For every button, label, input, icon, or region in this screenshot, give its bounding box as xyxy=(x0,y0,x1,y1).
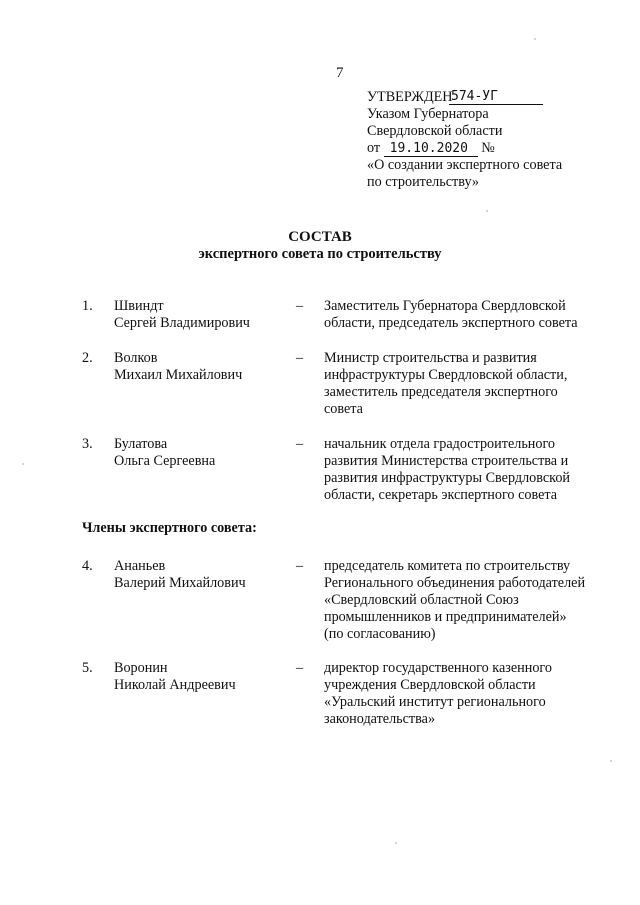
member-surname: Волков xyxy=(114,350,158,366)
position-line: Министр строительства и развития xyxy=(324,350,537,366)
scan-speck xyxy=(22,463,24,465)
approval-subject: по строительству» xyxy=(367,174,479,190)
position-line: учреждения Свердловской области xyxy=(324,677,536,693)
position-line: заместитель председателя экспертного xyxy=(324,384,558,400)
dash-separator: – xyxy=(296,350,304,366)
member-given-name: Валерий Михайлович xyxy=(114,575,246,591)
approval-line: Свердловской области xyxy=(367,123,503,139)
dash-separator: – xyxy=(296,660,304,676)
position-line: развития Министерства строительства и xyxy=(324,453,569,469)
member-position xyxy=(324,558,614,643)
position-line: начальник отдела градостроительного xyxy=(324,436,556,452)
approval-block xyxy=(367,89,627,191)
approval-subject: «О создании экспертного совета xyxy=(367,157,563,173)
position-line: председатель комитета по строительству xyxy=(324,558,571,574)
member-surname: Ананьев xyxy=(114,558,166,574)
position-line: директор государственного казенного xyxy=(324,660,552,676)
member-number: 4. xyxy=(82,558,93,574)
position-line: «Свердловский областной Союз xyxy=(324,592,519,608)
decree-number: 574-УГ xyxy=(449,89,543,105)
members-heading: Члены экспертного совета: xyxy=(82,520,257,536)
decree-date: 19.10.2020 xyxy=(384,141,478,157)
position-line: Регионального объединения работодателей xyxy=(324,575,586,591)
number-prefix: № xyxy=(481,140,495,156)
member-given-name: Николай Андреевич xyxy=(114,677,236,693)
member-position xyxy=(324,350,614,418)
scan-speck xyxy=(534,38,536,40)
position-line: Заместитель Губернатора Свердловской xyxy=(324,298,566,314)
document-title: СОСТАВ xyxy=(288,229,352,245)
position-line: (по согласованию) xyxy=(324,626,436,642)
member-number: 2. xyxy=(82,350,93,366)
member-number: 3. xyxy=(82,436,93,452)
dash-separator: – xyxy=(296,298,304,314)
member-name xyxy=(114,660,236,694)
document-subtitle: экспертного совета по строительству xyxy=(198,246,442,262)
member-number: 5. xyxy=(82,660,93,676)
approval-heading: УТВЕРЖДЕН xyxy=(367,89,453,105)
member-position xyxy=(324,660,614,728)
member-name xyxy=(114,298,250,332)
scan-speck xyxy=(610,760,612,762)
position-line: совета xyxy=(324,401,363,417)
approval-line: Указом Губернатора xyxy=(367,106,489,122)
member-surname: Швиндт xyxy=(114,298,164,314)
position-line: области, секретарь экспертного совета xyxy=(324,487,558,503)
position-line: инфраструктуры Свердловской области, xyxy=(324,367,568,383)
position-line: промышленников и предпринимателей» xyxy=(324,609,567,625)
member-name xyxy=(114,436,215,470)
position-line: области, председатель экспертного совета xyxy=(324,315,578,331)
scan-speck xyxy=(486,210,488,212)
dash-separator: – xyxy=(296,558,304,574)
position-line: развития инфраструктуры Свердловской xyxy=(324,470,571,486)
member-given-name: Ольга Сергеевна xyxy=(114,453,216,469)
member-number: 1. xyxy=(82,298,93,314)
member-surname: Воронин xyxy=(114,660,168,676)
position-line: законодательства» xyxy=(324,711,436,727)
position-line: «Уральский институт регионального xyxy=(324,694,546,710)
date-prefix: от xyxy=(367,140,381,156)
member-position xyxy=(324,436,614,504)
member-position xyxy=(324,298,614,332)
dash-separator: – xyxy=(296,436,304,452)
member-given-name: Михаил Михайлович xyxy=(114,367,243,383)
member-surname: Булатова xyxy=(114,436,168,452)
scan-speck xyxy=(395,842,397,844)
page-number: 7 xyxy=(336,65,344,81)
member-given-name: Сергей Владимирович xyxy=(114,315,250,331)
member-name xyxy=(114,558,246,592)
member-name xyxy=(114,350,242,384)
